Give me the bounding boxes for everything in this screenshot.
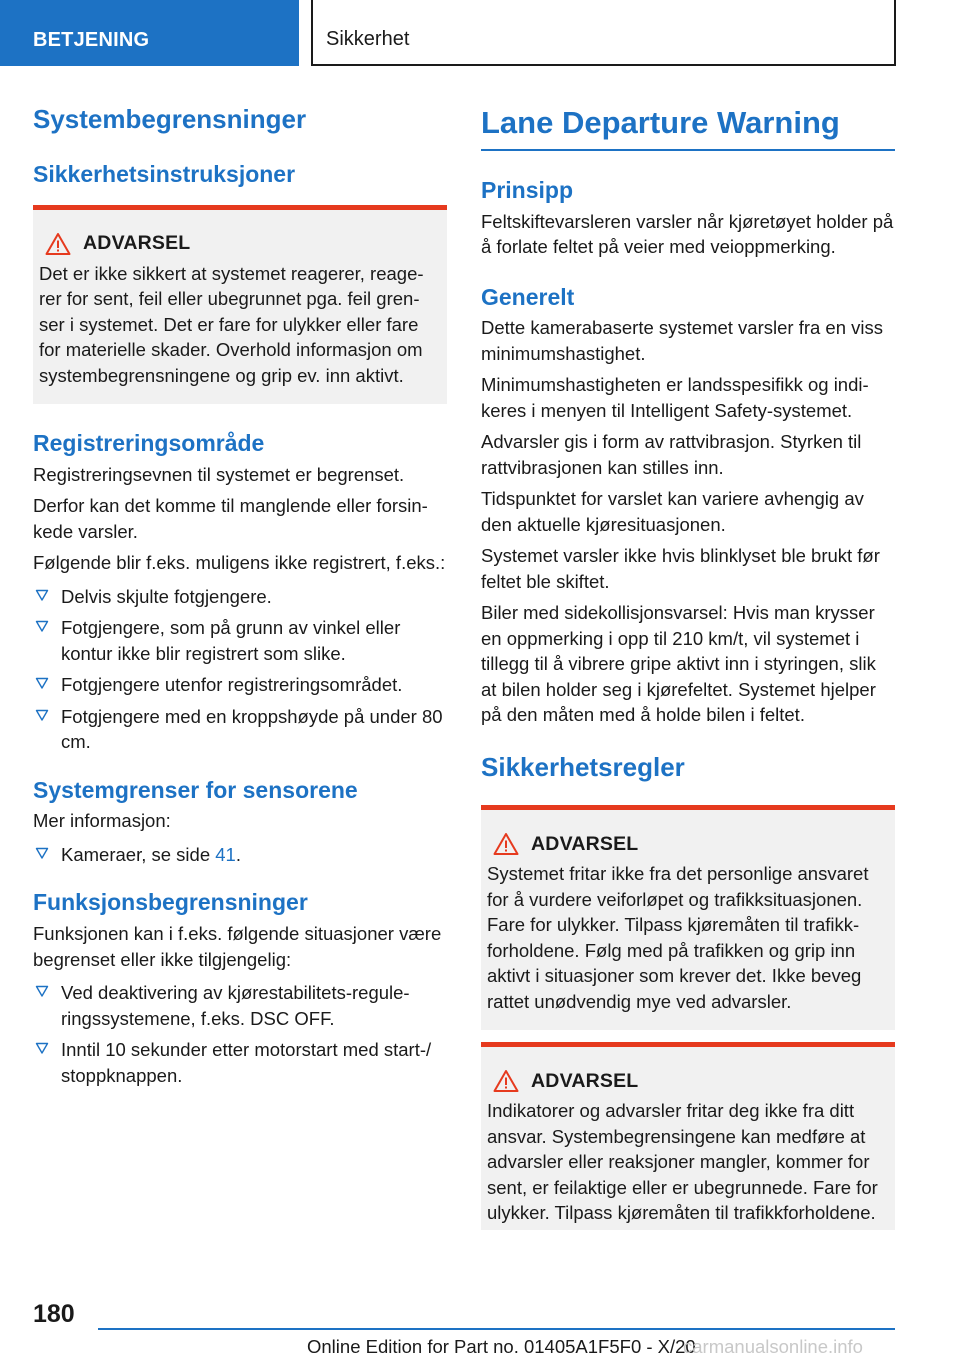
list-item-text: Fotgjengere, som på grunn av vinkel eller kontur ikke blir registrert som slike.: [61, 617, 401, 664]
paragraph: Derfor kan det komme til manglende eller forsinkede varsler.: [33, 495, 428, 542]
warning-box: [481, 1042, 895, 1230]
paragraph: Mer informasjon:: [33, 810, 171, 832]
left-column: [33, 100, 447, 1094]
page-number: 180: [33, 1300, 75, 1328]
list-bullet-icon: [35, 1041, 49, 1055]
list-item-text: Kameraer, se side: [61, 843, 216, 865]
page-header: [0, 0, 960, 66]
list-item-text: Fotgjengere med en kroppshøyde på under 80 cm.: [61, 705, 443, 753]
heading-sikkerhetsinstruksjoner: Sikkerhetsinstruksjoner: [33, 161, 296, 188]
page-title-lane-departure-warning: Lane Departure Warning: [481, 104, 895, 151]
heading-sikkerhetsregler: Sikkerhetsregler: [481, 751, 685, 782]
bullet-list: [33, 842, 447, 868]
chapter-title: Sikkerhet: [311, 0, 896, 66]
list-item: [33, 615, 447, 666]
heading-prinsipp: Prinsipp: [481, 177, 574, 204]
list-bullet-icon: [35, 676, 49, 690]
page-reference-link[interactable]: 41: [215, 843, 236, 865]
bullet-list: [33, 584, 447, 755]
list-item-text: .: [235, 843, 241, 865]
paragraph: Funksjonen kan i f.eks. følgende situasjoner være begrenset eller ikke tilgjengelig:: [33, 923, 442, 970]
heading-systemgrenser: Systemgrenser for sensorene: [33, 776, 358, 803]
list-item-text: Inntil 10 sekunder etter motorstart med start-/ stoppknappen.: [61, 1039, 432, 1086]
paragraph: Registreringsevnen til systemet er begrenset.: [33, 463, 405, 485]
list-bullet-icon: [35, 588, 49, 602]
warning-title: [39, 232, 439, 256]
warning-box: [33, 205, 447, 405]
list-item: [33, 1037, 447, 1088]
bullet-list: [33, 980, 447, 1088]
list-item-text: Delvis skjulte fotgjengere.: [61, 585, 272, 607]
list-item: [33, 584, 447, 610]
warning-triangle-icon: [45, 232, 71, 256]
paragraph: Advarsler gis i form av rattvibrasjon. Styrken til rattvibrasjonen kan stilles inn.: [481, 431, 862, 478]
paragraph: Følgende blir f.eks. muligens ikke registrert, f.eks.:: [33, 552, 446, 574]
paragraph: Dette kamerabaserte systemet varsler fra en viss minimumshastighet.: [481, 317, 884, 364]
warning-text: Systemet fritar ikke fra det personlige ansvaret for å vurdere veiforløpet og trafikksituasjonen. Fare for ulykker. Tilpass kjøremåten til trafikkforholdene. Følg med på trafikken og grip inn aktivt i situasjoner som krever det. Ikke beveg rattet unødvendig mye ved advarsler.: [487, 863, 869, 1012]
warning-triangle-icon: [493, 1069, 519, 1093]
list-item-text: Fotgjengere utenfor registreringsområdet.: [61, 674, 403, 696]
warning-title: [487, 1069, 887, 1093]
warning-text: Indikatorer og advarsler fritar deg ikke fra ditt ansvar. Systembegrensingene kan medføre at advarsler eller reaksjoner mangler, kommer for sent, er feilaktige eller er ubegrunnede. Fare for ulykker. Tilpass kjøremåten til trafikkforholdene.: [487, 1100, 878, 1224]
list-bullet-icon: [35, 708, 49, 722]
right-column: [481, 100, 895, 1230]
paragraph: Minimumshastigheten er landsspesifikk og indikeres i menyen til Intelligent Safety-systemet.: [481, 374, 869, 421]
list-item: [33, 980, 447, 1031]
heading-funksjonsbegrensninger: Funksjonsbegrensninger: [33, 889, 308, 916]
warning-triangle-icon: [493, 832, 519, 856]
warning-title: [487, 832, 887, 856]
edition-text: Online Edition for Part no. 01405A1F5F0 - X/20: [307, 1336, 696, 1357]
footer-divider: [98, 1328, 895, 1330]
paragraph: Systemet varsler ikke hvis blinklyset ble brukt før feltet ble skiftet.: [481, 545, 880, 592]
list-bullet-icon: [35, 984, 49, 998]
heading-registreringsomrade: Registreringsområde: [33, 430, 265, 457]
warning-label: ADVARSEL: [531, 832, 639, 855]
paragraph: Feltskiftevarsleren varsler når kjøretøyet holder på å forlate feltet på veier med veioppmerking.: [481, 210, 894, 258]
paragraph: Biler med sidekollisjonsvarsel: Hvis man krysser en oppmerking i opp til 210 km/t, vil systemet i tillegg til å vibrere gripe aktivt inn i styringen, slik at bilen holder seg i kjørefeltet. Systemet hjelper på den måten med å holde bilen i feltet.: [481, 602, 876, 726]
warning-box: [481, 805, 895, 1030]
warning-label: ADVARSEL: [83, 232, 191, 255]
list-bullet-icon: [35, 619, 49, 633]
list-item: [33, 704, 447, 755]
section-tab: BETJENING: [0, 0, 299, 66]
list-bullet-icon: [35, 846, 49, 860]
page-title-systembegrensninger: Systembegrensninger: [33, 104, 307, 134]
list-item: [33, 672, 447, 698]
heading-generelt: Generelt: [481, 283, 575, 310]
paragraph: Tidspunktet for varslet kan variere avhengig av den aktuelle kjøresituasjonen.: [481, 488, 864, 535]
warning-text: Det er ikke sikkert at systemet reagerer, reagerer for sent, feil eller ubegrunnet pga. feil grenser i systemet. Det er fare for ulykker eller fare for materielle skader. Overhold informasjon om systembegrensningene og grip ev. inn aktivt.: [39, 262, 424, 386]
list-item: [33, 842, 447, 868]
list-item-text: Ved deaktivering av kjørestabilitets-reguleringssystemene, f.eks. DSC OFF.: [61, 982, 410, 1029]
warning-label: ADVARSEL: [531, 1069, 639, 1092]
watermark-text: carmanualsonline.info: [683, 1336, 863, 1357]
